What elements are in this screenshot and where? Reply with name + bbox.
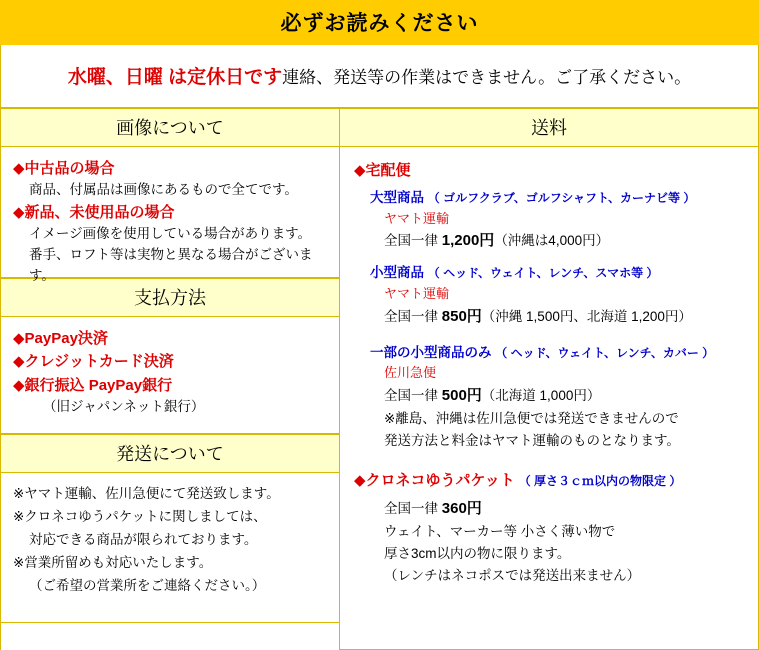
section-body-images <box>1 147 339 284</box>
list-item-label: PayPay決済 <box>24 330 108 347</box>
list-item: （旧ジャパンネット銀行） <box>43 398 205 414</box>
group-title-label: クロネコゆうパケット <box>365 472 515 490</box>
list-item-label: 新品、未使用品の場合 <box>24 204 175 222</box>
price-suffix: （沖縄 1,500円、北海道 1,200円） <box>481 308 692 324</box>
section-body-shipping-method <box>1 473 339 623</box>
entry-label: 一部の小型商品のみ <box>370 344 492 360</box>
diamond-icon: ◆ <box>13 204 25 222</box>
price-prefix: 全国一律 <box>384 308 442 324</box>
list-item-label: 中古品の場合 <box>24 160 115 177</box>
entry-label-note: （ ゴルフクラブ、ゴルフシャフト、カーナビ等 ） <box>427 191 696 205</box>
section-heading-postage: 送料 <box>340 108 758 147</box>
entry-note: ウェイト、マーカー等 小さく薄い物で <box>384 524 616 540</box>
price-value: 1,200円 <box>441 232 495 250</box>
list-item <box>13 157 327 180</box>
list-item: ※営業所留めも対応いたします。 <box>13 554 213 570</box>
group-title-takuhaibin <box>354 159 746 183</box>
entry-note: 発送方法と料金はヤマト運輸のものとなります。 <box>384 432 680 448</box>
list-item: 商品、付属品は画像にあるもので全てです。 <box>29 182 298 198</box>
closed-days-rest: 連絡、発送等の作業はできません。ご了承ください。 <box>282 68 692 87</box>
list-item: ※ヤマト運輸、佐川急便にて発送致します。 <box>13 486 280 501</box>
entry-label: 小型商品 <box>370 265 424 281</box>
list-item: 番手、ロフト等は実物と異なる場合がございます。 <box>29 247 313 284</box>
entry-label-note: （ ヘッド、ウェイト、レンチ、スマホ等 ） <box>427 266 659 281</box>
price-value: 360円 <box>441 500 482 518</box>
entry-label-note: （ ヘッド、ウェイト、レンチ、カバー ） <box>495 345 715 360</box>
closed-days-highlight: 水曜、日曜 は定休日です <box>67 67 283 88</box>
content-columns <box>0 108 759 650</box>
diamond-icon: ◆ <box>13 376 25 394</box>
closed-days-notice <box>0 45 759 108</box>
entry-carrier: ヤマト運輸 <box>384 285 450 301</box>
entry-partial-small-item <box>354 342 746 364</box>
entry-small-item <box>354 262 746 284</box>
entry-carrier: 佐川急便 <box>384 365 437 381</box>
entry-price-line <box>354 305 746 329</box>
list-item <box>13 350 327 373</box>
entry-price-line <box>354 384 746 408</box>
list-item-label: クレジットカード決済 <box>24 353 174 371</box>
list-item <box>13 374 327 397</box>
section-heading-shipping-method: 発送について <box>1 434 339 473</box>
entry-note: 厚さ3cm以内の物に限ります。 <box>384 545 571 561</box>
entry-note: （レンチはネコポスでは発送出来ません） <box>384 567 641 583</box>
price-value: 500円 <box>441 387 482 405</box>
price-suffix: （沖縄は4,000円） <box>494 233 610 249</box>
list-item: 対応できる商品が限られております。 <box>29 531 258 547</box>
list-item <box>13 201 327 224</box>
price-value: 850円 <box>441 307 482 325</box>
price-suffix: （北海道 1,000円） <box>481 388 601 404</box>
entry-carrier: ヤマト運輸 <box>384 210 450 226</box>
entry-price-line <box>354 229 746 253</box>
diamond-icon: ◆ <box>354 472 366 490</box>
entry-label: 大型商品 <box>370 190 424 205</box>
list-item: イメージ画像を使用している場合があります。 <box>29 226 312 242</box>
list-item: （ご希望の営業所をご連絡ください。） <box>29 577 266 593</box>
diamond-icon: ◆ <box>13 160 25 177</box>
section-body-payment <box>1 317 339 434</box>
diamond-icon: ◆ <box>13 353 25 371</box>
price-prefix: 全国一律 <box>384 501 442 517</box>
entry-large-item <box>354 187 746 209</box>
entry-price-line <box>354 497 746 521</box>
list-item <box>13 327 327 350</box>
group-title-label: 宅配便 <box>365 162 411 179</box>
price-prefix: 全国一律 <box>384 388 442 404</box>
group-title-yu-packet <box>354 469 746 493</box>
diamond-icon: ◆ <box>13 330 25 347</box>
diamond-icon: ◆ <box>354 162 366 179</box>
group-title-note: （ 厚さ３ｃｍ以内の物限定 ） <box>518 474 682 489</box>
right-column <box>340 108 759 650</box>
section-heading-images: 画像について <box>1 108 339 147</box>
postage-body <box>340 147 758 650</box>
list-item-label: 銀行振込 PayPay銀行 <box>24 376 173 394</box>
left-column <box>0 108 340 650</box>
price-prefix: 全国一律 <box>384 233 442 249</box>
list-item: ※クロネコゆうパケットに関しましては、 <box>13 508 267 524</box>
page-title: 必ずお読みください <box>0 0 759 45</box>
section-heading-payment: 支払方法 <box>1 278 339 317</box>
entry-note: ※離島、沖縄は佐川急便では発送できませんので <box>384 411 679 427</box>
